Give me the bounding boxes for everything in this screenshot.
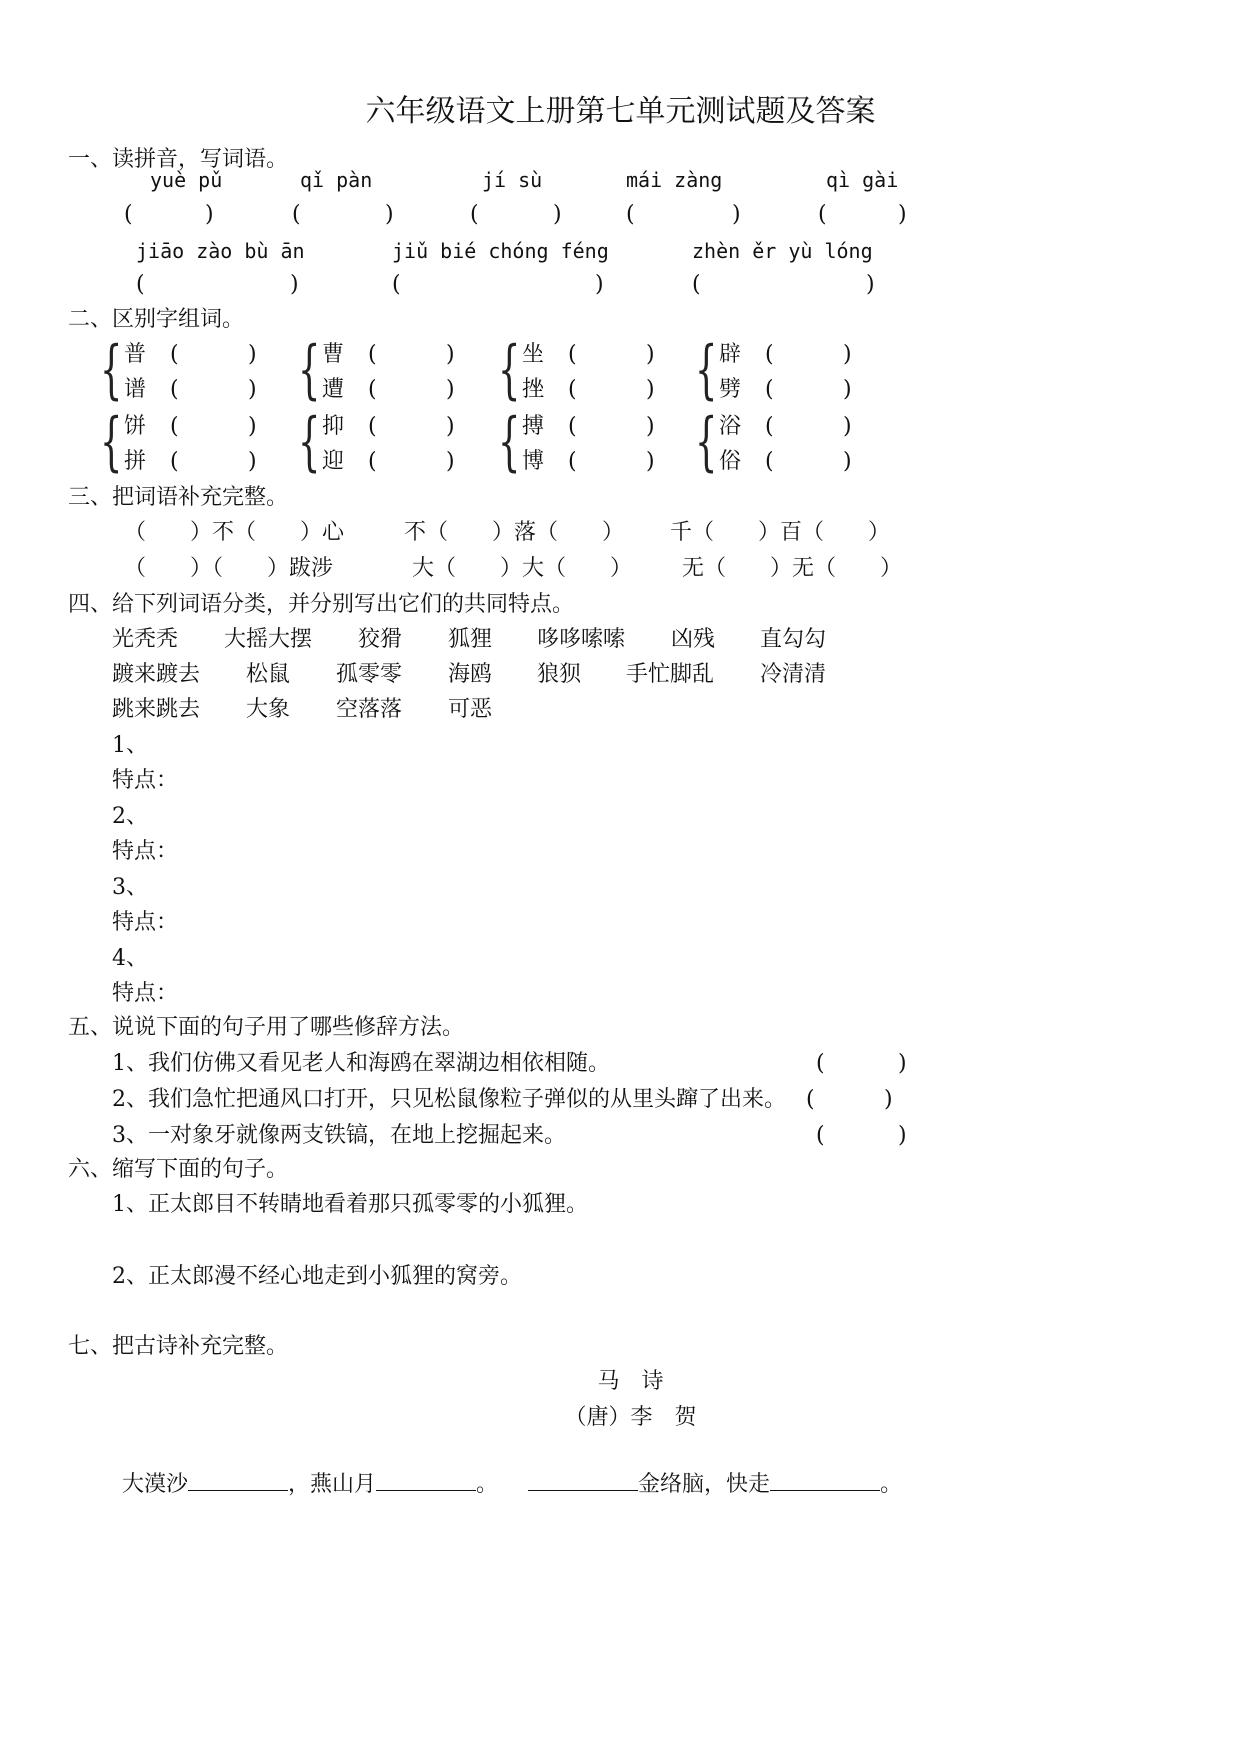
word-item: 光秃秃 bbox=[112, 627, 179, 652]
character-prompt: 饼 bbox=[124, 414, 147, 439]
pinyin-prompt: qì gài bbox=[826, 168, 899, 192]
section-5-heading: 五、说说下面的句子用了哪些修辞方法。 bbox=[68, 1015, 465, 1040]
idiom-blank[interactable]: 无（ ）无（ ） bbox=[682, 556, 903, 581]
page-title: 六年级语文上册第七单元测试题及答案 bbox=[365, 94, 876, 129]
character-prompt: 抑 bbox=[322, 414, 345, 439]
character-prompt: 曹 bbox=[322, 342, 345, 367]
word-item: 空落落 bbox=[336, 697, 403, 722]
character-prompt: 浴 bbox=[719, 414, 742, 439]
category-number: 3、 bbox=[112, 875, 148, 900]
answer-paren-close[interactable]: ) bbox=[646, 377, 655, 402]
pinyin-prompt: jiǔ bié chóng féng bbox=[392, 239, 609, 263]
poem-author: （唐）李 贺 bbox=[564, 1405, 697, 1430]
brace-icon: { bbox=[298, 333, 321, 407]
answer-paren-open[interactable]: ( bbox=[368, 414, 377, 439]
poem-blank[interactable] bbox=[376, 1468, 476, 1491]
answer-paren-open[interactable]: ( bbox=[368, 449, 377, 474]
feature-label: 特点： bbox=[112, 981, 179, 1006]
section-4-heading: 四、给下列词语分类，并分别写出它们的共同特点。 bbox=[68, 592, 575, 617]
rhetoric-item: 1、我们仿佛又看见老人和海鸥在翠湖边相依相随。 bbox=[112, 1051, 610, 1076]
answer-paren-open[interactable]: ( bbox=[392, 272, 401, 297]
answer-paren-open[interactable]: ( bbox=[292, 202, 301, 227]
feature-label: 特点： bbox=[112, 839, 179, 864]
character-prompt: 俗 bbox=[719, 449, 742, 474]
pinyin-prompt: zhèn ěr yù lóng bbox=[692, 239, 873, 263]
poem-text: 。 bbox=[880, 1472, 903, 1497]
category-number: 2、 bbox=[112, 804, 148, 829]
word-item: 直勾勾 bbox=[760, 627, 827, 652]
condense-item: 2、正太郎漫不经心地走到小狐狸的窝旁。 bbox=[112, 1264, 522, 1289]
brace-icon: { bbox=[695, 333, 718, 407]
word-item: 狼狈 bbox=[537, 662, 582, 687]
rhetoric-item: 3、一对象牙就像两支铁镐，在地上挖掘起来。 bbox=[112, 1123, 566, 1148]
answer-paren-open[interactable]: ( bbox=[816, 1123, 825, 1148]
poem-blank[interactable] bbox=[770, 1468, 880, 1491]
poem-title: 马 诗 bbox=[597, 1369, 664, 1394]
answer-paren-close[interactable]: ) bbox=[446, 342, 455, 367]
character-prompt: 谱 bbox=[124, 377, 147, 402]
answer-paren-open[interactable]: ( bbox=[136, 272, 145, 297]
character-prompt: 普 bbox=[124, 342, 147, 367]
pinyin-prompt: mái zàng bbox=[626, 168, 723, 192]
word-item: 哆哆嗦嗦 bbox=[537, 627, 626, 652]
answer-paren-open[interactable]: ( bbox=[124, 202, 133, 227]
word-item: 可恶 bbox=[448, 697, 493, 722]
answer-paren-close[interactable]: ) bbox=[248, 449, 257, 474]
answer-paren-close[interactable]: ) bbox=[843, 449, 852, 474]
answer-paren-close[interactable]: ) bbox=[898, 1051, 907, 1076]
answer-paren-close[interactable]: ) bbox=[446, 414, 455, 439]
section-1-heading: 一、读拼音，写词语。 bbox=[68, 147, 289, 172]
answer-paren-open[interactable]: ( bbox=[170, 449, 179, 474]
word-item: 踱来踱去 bbox=[112, 662, 201, 687]
word-item: 狡猾 bbox=[358, 627, 403, 652]
character-prompt: 劈 bbox=[719, 377, 742, 402]
character-prompt: 辟 bbox=[719, 342, 742, 367]
feature-label: 特点： bbox=[112, 910, 179, 935]
word-item: 孤零零 bbox=[336, 662, 403, 687]
poem-blank[interactable] bbox=[528, 1468, 638, 1491]
character-prompt: 迎 bbox=[322, 449, 345, 474]
character-prompt: 拼 bbox=[124, 449, 147, 474]
answer-paren-open[interactable]: ( bbox=[765, 449, 774, 474]
character-prompt: 遭 bbox=[322, 377, 345, 402]
answer-paren-open[interactable]: ( bbox=[568, 342, 577, 367]
poem-line bbox=[108, 1438, 902, 1500]
brace-icon: { bbox=[100, 405, 123, 479]
answer-paren-open[interactable]: ( bbox=[816, 1051, 825, 1076]
section-2-heading: 二、区别字组词。 bbox=[68, 307, 245, 332]
category-number: 1、 bbox=[112, 733, 148, 758]
character-prompt: 博 bbox=[522, 449, 545, 474]
answer-paren-close[interactable]: ) bbox=[646, 449, 655, 474]
poem-blank[interactable] bbox=[188, 1468, 288, 1491]
idiom-blank[interactable]: （ ）不（ ）心 bbox=[124, 520, 345, 545]
idiom-blank[interactable]: （ ）（ ）跋涉 bbox=[124, 556, 334, 581]
answer-paren-close[interactable]: ) bbox=[843, 342, 852, 367]
section-7-heading: 七、把古诗补充完整。 bbox=[68, 1334, 289, 1359]
answer-paren-close[interactable]: ) bbox=[248, 377, 257, 402]
brace-icon: { bbox=[695, 405, 718, 479]
answer-paren-close[interactable]: ) bbox=[248, 414, 257, 439]
answer-paren-open[interactable]: ( bbox=[692, 272, 701, 297]
answer-paren-open[interactable]: ( bbox=[568, 414, 577, 439]
answer-paren-open[interactable]: ( bbox=[626, 202, 635, 227]
brace-icon: { bbox=[100, 333, 123, 407]
answer-paren-close[interactable]: ) bbox=[646, 414, 655, 439]
character-prompt: 挫 bbox=[522, 377, 545, 402]
answer-paren-open[interactable]: ( bbox=[568, 377, 577, 402]
pinyin-prompt: qǐ pàn bbox=[300, 168, 373, 192]
brace-icon: { bbox=[498, 333, 521, 407]
answer-paren-close[interactable]: ) bbox=[843, 414, 852, 439]
category-number: 4、 bbox=[112, 946, 148, 971]
answer-paren-open[interactable]: ( bbox=[806, 1087, 815, 1112]
answer-paren-close[interactable]: ) bbox=[205, 202, 214, 227]
answer-paren-close[interactable]: ) bbox=[866, 272, 875, 297]
word-item: 海鸥 bbox=[448, 662, 493, 687]
word-item: 狐狸 bbox=[448, 627, 493, 652]
answer-paren-close[interactable]: ) bbox=[446, 377, 455, 402]
pinyin-prompt: yuè pǔ bbox=[150, 168, 223, 192]
word-item: 松鼠 bbox=[246, 662, 291, 687]
word-item: 凶残 bbox=[671, 627, 716, 652]
brace-icon: { bbox=[298, 405, 321, 479]
answer-paren-close[interactable]: ) bbox=[595, 272, 604, 297]
word-item: 跳来跳去 bbox=[112, 697, 201, 722]
answer-paren-open[interactable]: ( bbox=[170, 342, 179, 367]
section-6-heading: 六、缩写下面的句子。 bbox=[68, 1157, 289, 1182]
answer-paren-open[interactable]: ( bbox=[170, 377, 179, 402]
answer-paren-close[interactable]: ) bbox=[553, 202, 562, 227]
rhetoric-item: 2、我们急忙把通风口打开，只见松鼠像粒子弹似的从里头蹿了出来。 bbox=[112, 1087, 786, 1112]
answer-paren-open[interactable]: ( bbox=[568, 449, 577, 474]
answer-paren-close[interactable]: ) bbox=[248, 342, 257, 367]
answer-paren-close[interactable]: ) bbox=[732, 202, 741, 227]
answer-paren-open[interactable]: ( bbox=[470, 202, 479, 227]
idiom-blank[interactable]: 大（ ）大（ ） bbox=[412, 556, 633, 581]
poem-text: 。 bbox=[476, 1472, 499, 1497]
answer-paren-open[interactable]: ( bbox=[368, 377, 377, 402]
section-3-heading: 三、把词语补充完整。 bbox=[68, 485, 289, 510]
idiom-blank[interactable]: 千（ ）百（ ） bbox=[670, 520, 891, 545]
word-item: 手忙脚乱 bbox=[626, 662, 715, 687]
feature-label: 特点： bbox=[112, 768, 179, 793]
answer-paren-open[interactable]: ( bbox=[170, 414, 179, 439]
brace-icon: { bbox=[498, 405, 521, 479]
poem-text: ，燕山月 bbox=[288, 1472, 377, 1497]
pinyin-prompt: jiāo zào bù ān bbox=[136, 239, 305, 263]
word-item: 大摇大摆 bbox=[224, 627, 313, 652]
answer-paren-close[interactable]: ) bbox=[884, 1087, 893, 1112]
answer-paren-open[interactable]: ( bbox=[818, 202, 827, 227]
answer-paren-open[interactable]: ( bbox=[765, 377, 774, 402]
answer-paren-close[interactable]: ) bbox=[843, 377, 852, 402]
answer-paren-open[interactable]: ( bbox=[765, 342, 774, 367]
answer-paren-close[interactable]: ) bbox=[898, 1123, 907, 1148]
idiom-blank[interactable]: 不（ ）落（ ） bbox=[404, 520, 625, 545]
answer-paren-open[interactable]: ( bbox=[368, 342, 377, 367]
answer-paren-close[interactable]: ) bbox=[898, 202, 907, 227]
answer-paren-close[interactable]: ) bbox=[646, 342, 655, 367]
answer-paren-close[interactable]: ) bbox=[290, 272, 299, 297]
answer-paren-close[interactable]: ) bbox=[446, 449, 455, 474]
poem-text: 大漠沙 bbox=[122, 1472, 189, 1497]
word-item: 大象 bbox=[246, 697, 291, 722]
word-item: 冷清清 bbox=[760, 662, 827, 687]
answer-paren-close[interactable]: ) bbox=[385, 202, 394, 227]
pinyin-prompt: jí sù bbox=[482, 168, 543, 192]
character-prompt: 坐 bbox=[522, 342, 545, 367]
character-prompt: 搏 bbox=[522, 414, 545, 439]
answer-paren-open[interactable]: ( bbox=[765, 414, 774, 439]
poem-text: 金络脑，快走 bbox=[638, 1472, 771, 1497]
condense-item: 1、正太郎目不转睛地看着那只孤零零的小狐狸。 bbox=[112, 1192, 588, 1217]
